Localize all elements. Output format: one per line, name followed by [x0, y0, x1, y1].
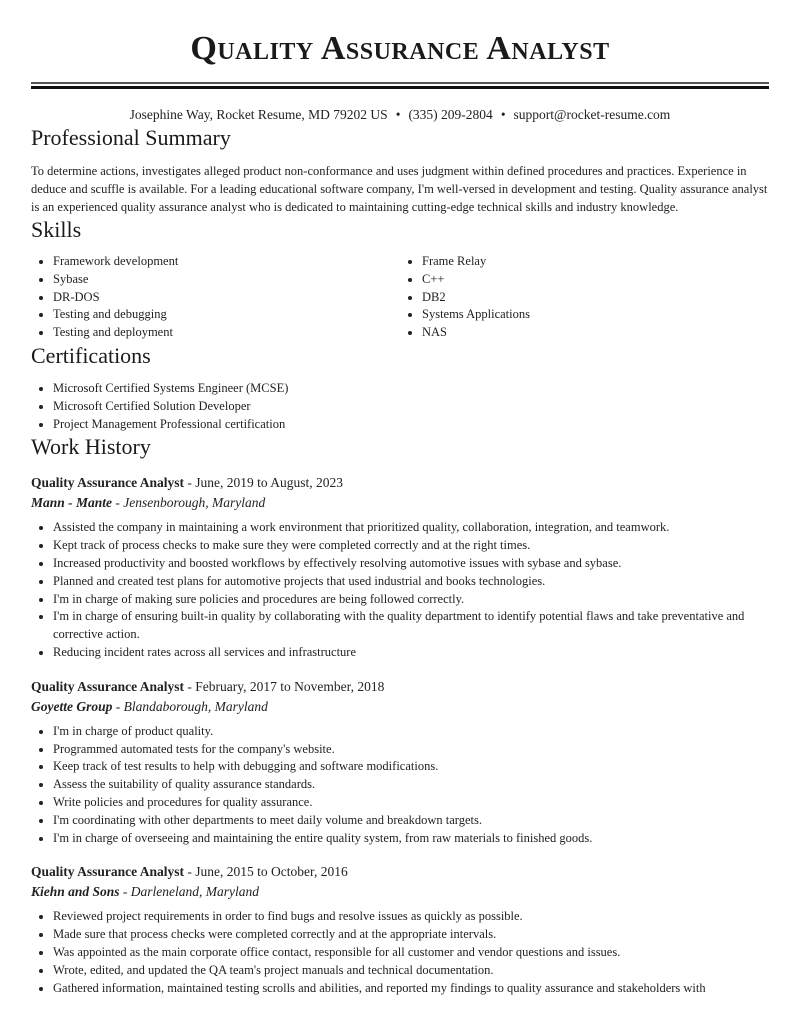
- job-entry: [31, 473, 769, 661]
- skill-item: • Testing and deployment: [53, 324, 400, 342]
- job-bullet: • Was appointed as the main corporate office contact, responsible for all customer and vendor questions and issues.: [53, 944, 769, 962]
- job-dates: - June, 2019 to August, 2023: [184, 475, 344, 491]
- skill-item: • Testing and debugging: [53, 306, 400, 324]
- job-dates: - February, 2017 to November, 2018: [184, 678, 385, 694]
- job-bullet: • Gathered information, maintained testing scrolls and abilities, and reported my findings to quality assurance and stakeholders with: [53, 980, 769, 998]
- skill-item: • C++: [422, 271, 769, 289]
- job-company: Goyette Group: [31, 698, 113, 714]
- job-company-line: [31, 882, 769, 902]
- skill-item: • DR-DOS: [53, 289, 400, 307]
- job-bullet: • I'm in charge of overseeing and maintaining the entire quality system, from raw materials to finished goods.: [53, 830, 769, 848]
- job-company: Kiehn and Sons: [31, 884, 120, 900]
- job-title-line: [31, 473, 769, 493]
- job-bullets: [31, 519, 769, 661]
- job-bullet: • I'm in charge of ensuring built-in quality by collaborating with the quality department to identify potential flaws and take preventative and corrective action.: [53, 608, 769, 644]
- certifications-list: [31, 380, 769, 433]
- job-bullet: • Reviewed project requirements in order to find bugs and resolve issues as quickly as possible.: [53, 908, 769, 926]
- job-role: Quality Assurance Analyst: [31, 678, 185, 694]
- contact-email[interactable]: support@rocket-resume.com: [513, 107, 671, 122]
- skill-item: • Framework development: [53, 253, 400, 271]
- skill-item: • Sybase: [53, 271, 400, 289]
- job-bullet: • Reducing incident rates across all services and infrastructure: [53, 644, 769, 662]
- job-entry: [31, 862, 769, 997]
- job-bullet: • Assess the suitability of quality assurance standards.: [53, 776, 769, 794]
- job-bullet: • Made sure that process checks were completed correctly and at the appropriate intervals.: [53, 926, 769, 944]
- work-history-heading: Work History: [31, 434, 151, 460]
- job-bullet: • Keep track of test results to help with debugging and software modifications.: [53, 758, 769, 776]
- skills-grid: [31, 253, 769, 342]
- job-location: - Blandaborough, Maryland: [112, 698, 268, 714]
- job-title-line: [31, 862, 769, 882]
- skills-list-right: [400, 253, 769, 342]
- certification-item: • Microsoft Certified Solution Developer: [53, 398, 769, 416]
- job-bullet: • Assisted the company in maintaining a work environment that prioritized quality, collaboration, integration, and teamwork.: [53, 519, 769, 537]
- job-bullets: [31, 723, 769, 848]
- job-bullets: [31, 908, 769, 997]
- skill-item: • NAS: [422, 324, 769, 342]
- contact-line: [31, 106, 769, 124]
- skill-item: • Systems Applications: [422, 306, 769, 324]
- job-company-line: [31, 493, 769, 513]
- job-bullet: • I'm coordinating with other departments to meet daily volume and breakdown targets.: [53, 812, 769, 830]
- job-dates: - June, 2015 to October, 2016: [184, 864, 348, 880]
- bullet-separator: •: [500, 107, 506, 122]
- title-divider: [31, 82, 769, 89]
- summary-text: To determine actions, investigates alleged product non-conformance and uses judgment within defined procedures and practices. Experience in deduce and scuffle is available. For a leading educational software company, I'm well-versed in development and testing. Quality assurance analyst is an experienced quality assurance analyst who is dedicated to maintaining cutting-edge technical skills and industry knowledge.: [31, 164, 768, 214]
- skill-item: • Frame Relay: [422, 253, 769, 271]
- job-bullet: • Kept track of process checks to make sure they were completed correctly and at the right times.: [53, 537, 769, 555]
- job-bullet: • I'm in charge of making sure policies and procedures are being followed correctly.: [53, 591, 769, 609]
- resume-title: Quality Assurance Analyst: [190, 30, 610, 67]
- certification-item: • Microsoft Certified Systems Engineer (MCSE): [53, 380, 769, 398]
- certifications-heading: Certifications: [31, 342, 151, 368]
- skill-item: • DB2: [422, 289, 769, 307]
- job-location: - Jensenborough, Maryland: [112, 495, 266, 511]
- bullet-separator: •: [395, 107, 401, 122]
- job-bullet: • I'm in charge of product quality.: [53, 723, 769, 741]
- job-bullet: • Increased productivity and boosted workflows by effectively resolving automotive issues with sybase and sybase.: [53, 555, 769, 573]
- job-company-line: [31, 697, 769, 717]
- job-title-line: [31, 677, 769, 697]
- skills-heading: Skills: [31, 217, 82, 242]
- certification-item: • Project Management Professional certification: [53, 416, 769, 434]
- job-bullet: • Programmed automated tests for the company's website.: [53, 741, 769, 759]
- job-bullet: • Planned and created test plans for automotive projects that used industrial and books technologies.: [53, 573, 769, 591]
- job-location: - Darleneland, Maryland: [119, 884, 260, 900]
- job-bullet: • Wrote, edited, and updated the QA team's project manuals and technical documentation.: [53, 962, 769, 980]
- summary-heading: Professional Summary: [31, 125, 231, 150]
- job-role: Quality Assurance Analyst: [31, 864, 185, 880]
- contact-phone: (335) 209-2804: [408, 107, 493, 122]
- contact-address: Josephine Way, Rocket Resume, MD 79202 US: [129, 107, 388, 122]
- job-company: Mann - Mante: [31, 495, 113, 511]
- job-bullet: • Write policies and procedures for quality assurance.: [53, 794, 769, 812]
- job-entry: [31, 677, 769, 848]
- skills-list-left: [31, 253, 400, 342]
- job-role: Quality Assurance Analyst: [31, 475, 185, 491]
